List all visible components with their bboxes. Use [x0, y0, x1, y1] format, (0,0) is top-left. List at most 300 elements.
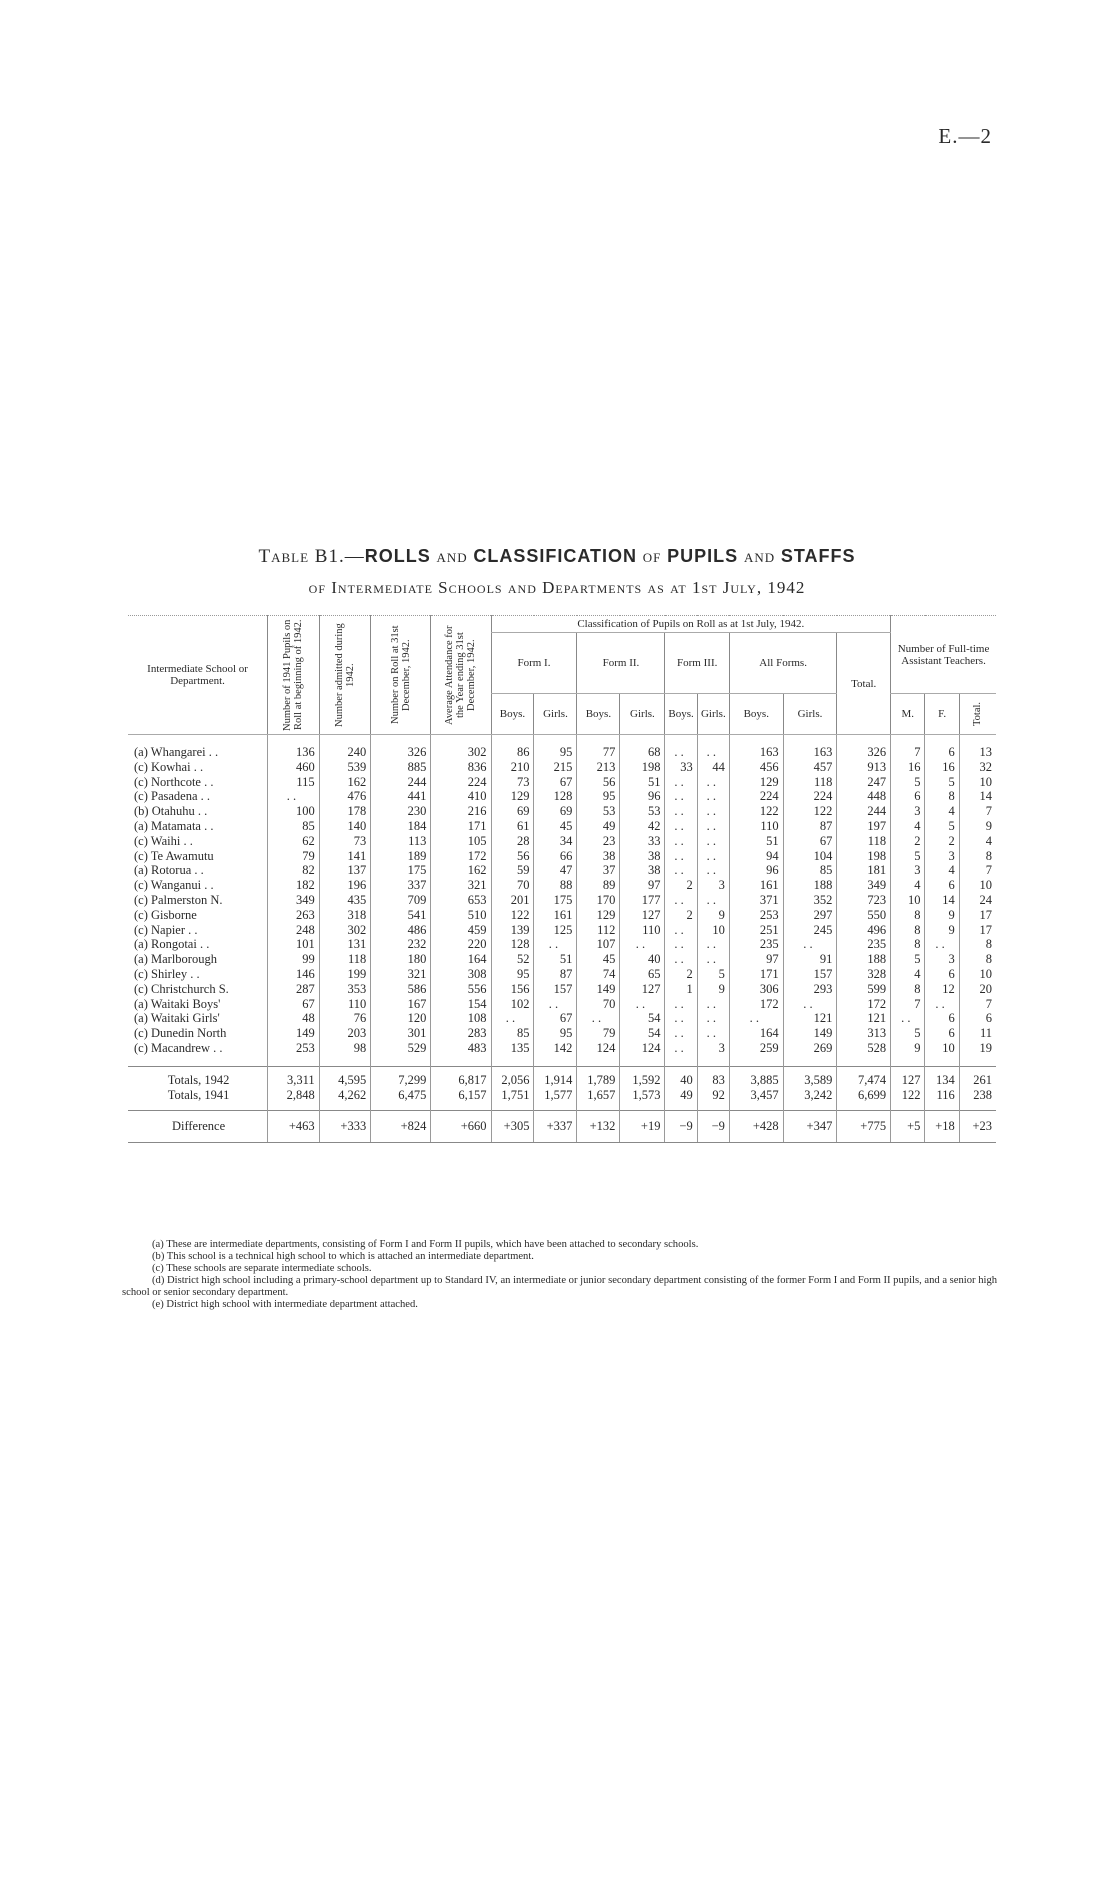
table-cell: 7,299	[371, 1066, 431, 1087]
table-cell: 5	[925, 775, 959, 790]
table-cell: . .	[665, 775, 697, 790]
table-cell: 162	[431, 863, 491, 878]
table-cell: 6	[925, 967, 959, 982]
row-label: Difference	[128, 1111, 268, 1143]
table-cell: 16	[891, 760, 925, 775]
table-cell: 599	[837, 982, 891, 997]
table-cell: 69	[534, 804, 577, 819]
table-cell: 539	[319, 760, 371, 775]
header-form-3-boys: Boys.	[665, 694, 697, 735]
table-cell: 3	[925, 849, 959, 864]
table-cell: . .	[665, 1041, 697, 1056]
header-form-2-boys: Boys.	[577, 694, 620, 735]
table-cell: 529	[371, 1041, 431, 1056]
table-cell: 13	[959, 745, 996, 760]
table-cell: 79	[577, 1026, 620, 1041]
table-cell: 67	[534, 775, 577, 790]
table-cell: 240	[319, 745, 371, 760]
table-cell: 224	[783, 789, 837, 804]
table-cell: 653	[431, 893, 491, 908]
table-cell: 7	[891, 997, 925, 1012]
table-cell: . .	[925, 997, 959, 1012]
row-label: (a) Marlborough	[134, 952, 217, 967]
table-cell: 3	[891, 863, 925, 878]
table-cell: . .	[697, 893, 729, 908]
table-cell: 213	[577, 760, 620, 775]
table-cell: 28	[491, 834, 534, 849]
row-label: (a) Rongotai . .	[134, 937, 210, 952]
table-cell: 122	[783, 804, 837, 819]
table-row	[128, 878, 996, 893]
table-cell: . .	[665, 997, 697, 1012]
table-cell: 161	[729, 878, 783, 893]
table-cell: 230	[371, 804, 431, 819]
table-cell: 110	[729, 819, 783, 834]
table-cell: 224	[729, 789, 783, 804]
table-cell: 201	[491, 893, 534, 908]
table-cell: 261	[959, 1066, 996, 1087]
table-cell: 199	[319, 967, 371, 982]
table-row	[128, 745, 996, 760]
table-row	[128, 834, 996, 849]
table-cell: 253	[729, 908, 783, 923]
table-cell: . .	[697, 819, 729, 834]
table-cell: . .	[665, 893, 697, 908]
table-cell: 248	[268, 923, 320, 938]
table-cell: 122	[491, 908, 534, 923]
totals-1941-row	[128, 1088, 996, 1111]
table-cell: +18	[925, 1111, 959, 1143]
table-cell: 118	[783, 775, 837, 790]
table-cell: 486	[371, 923, 431, 938]
table-cell: . .	[697, 849, 729, 864]
table-cell: . .	[268, 789, 320, 804]
table-cell: 45	[577, 952, 620, 967]
table-cell: 259	[729, 1041, 783, 1056]
table-cell: 3,885	[729, 1066, 783, 1087]
table-cell: +824	[371, 1111, 431, 1143]
table-cell: 73	[319, 834, 371, 849]
table-cell: 885	[371, 760, 431, 775]
table-row	[128, 863, 996, 878]
table-cell: 182	[268, 878, 320, 893]
table-cell: 131	[319, 937, 371, 952]
table-row	[128, 967, 996, 982]
table-cell: −9	[697, 1111, 729, 1143]
table-cell: 5	[891, 1026, 925, 1041]
table-cell: 293	[783, 982, 837, 997]
table-cell: . .	[697, 789, 729, 804]
table-cell: 9	[959, 819, 996, 834]
table-cell: 96	[729, 863, 783, 878]
table-cell: 95	[577, 789, 620, 804]
table-cell: 8	[891, 923, 925, 938]
table-cell: 10	[891, 893, 925, 908]
table-cell: 14	[925, 893, 959, 908]
table-cell: 7	[891, 745, 925, 760]
table-cell: 9	[697, 908, 729, 923]
table-cell: 7	[959, 997, 996, 1012]
table-cell: 215	[534, 760, 577, 775]
table-cell: 836	[431, 760, 491, 775]
table-cell: 6	[925, 878, 959, 893]
table-cell: 67	[268, 997, 320, 1012]
table-cell: 115	[268, 775, 320, 790]
table-cell: 70	[577, 997, 620, 1012]
table-cell: 448	[837, 789, 891, 804]
table-cell: 349	[268, 893, 320, 908]
table-cell: 141	[319, 849, 371, 864]
table-cell: 3	[697, 1041, 729, 1056]
table-row	[128, 849, 996, 864]
table-row	[128, 804, 996, 819]
table-cell: 87	[534, 967, 577, 982]
table-cell: 6,157	[431, 1088, 491, 1111]
table-cell: 104	[783, 849, 837, 864]
table-cell: 16	[925, 760, 959, 775]
table-cell: 128	[534, 789, 577, 804]
table-cell: 54	[620, 1011, 665, 1026]
table-cell: 476	[319, 789, 371, 804]
table-cell: 283	[431, 1026, 491, 1041]
table-cell: 1,592	[620, 1066, 665, 1087]
table-row	[128, 982, 996, 997]
table-cell: 251	[729, 923, 783, 938]
table-cell: 349	[837, 878, 891, 893]
table-cell: 129	[729, 775, 783, 790]
table-cell: 8	[891, 937, 925, 952]
table-cell: 247	[837, 775, 891, 790]
table-cell: +132	[577, 1111, 620, 1143]
table-cell: 352	[783, 893, 837, 908]
table-row	[128, 775, 996, 790]
table-cell: 5	[891, 952, 925, 967]
table-cell: . .	[783, 997, 837, 1012]
table-cell: 11	[959, 1026, 996, 1041]
table-cell: 556	[431, 982, 491, 997]
table-row	[128, 1011, 996, 1026]
row-label: (c) Northcote . .	[134, 774, 214, 789]
table-cell: +660	[431, 1111, 491, 1143]
table-cell: 67	[783, 834, 837, 849]
header-roll-1941: Number of 1941 Pupils on Roll at beginning of 1942.	[268, 616, 320, 735]
table-subtitle: of Intermediate Schools and Departments as at 1st July, 1942	[308, 578, 806, 597]
table-cell: 232	[371, 937, 431, 952]
table-cell: 85	[491, 1026, 534, 1041]
table-row	[128, 893, 996, 908]
table-cell: . .	[665, 863, 697, 878]
table-cell: 49	[665, 1088, 697, 1111]
table-cell: 129	[577, 908, 620, 923]
table-cell: 24	[959, 893, 996, 908]
row-label: (b) Otahuhu . .	[134, 804, 208, 819]
table-cell: 235	[729, 937, 783, 952]
row-label: (a) Matamata . .	[134, 818, 214, 833]
table-cell: 1,751	[491, 1088, 534, 1111]
table-cell: 3,242	[783, 1088, 837, 1111]
header-form-3-girls: Girls.	[697, 694, 729, 735]
row-label: (c) Palmerston N.	[134, 892, 223, 907]
table-cell: +333	[319, 1111, 371, 1143]
table-cell: 79	[268, 849, 320, 864]
table-cell: 8	[891, 908, 925, 923]
table-row	[128, 937, 996, 952]
table-cell: 4	[891, 967, 925, 982]
header-teachers-total: Total.	[959, 694, 996, 735]
table-cell: 1,914	[534, 1066, 577, 1087]
table-cell: . .	[697, 834, 729, 849]
header-roll-december: Number on Roll at 31st December, 1942.	[371, 616, 431, 735]
table-cell: +305	[491, 1111, 534, 1143]
table-cell: 38	[577, 849, 620, 864]
table-cell: 49	[577, 819, 620, 834]
table-cell: 1,657	[577, 1088, 620, 1111]
table-cell: 19	[959, 1041, 996, 1056]
table-cell: 2,848	[268, 1088, 320, 1111]
table-cell: 96	[620, 789, 665, 804]
table-cell: 6,817	[431, 1066, 491, 1087]
row-label: (c) Pasadena . .	[134, 789, 211, 804]
table-cell: 110	[319, 997, 371, 1012]
header-form-2-girls: Girls.	[620, 694, 665, 735]
table-cell: 87	[783, 819, 837, 834]
table-cell: 48	[268, 1011, 320, 1026]
table-cell: 51	[729, 834, 783, 849]
table-cell: 7	[959, 863, 996, 878]
table-cell: 196	[319, 878, 371, 893]
table-cell: 149	[783, 1026, 837, 1041]
table-cell: 210	[491, 760, 534, 775]
table-cell: 318	[319, 908, 371, 923]
row-label: (c) Wanganui . .	[134, 878, 214, 893]
table-cell: 62	[268, 834, 320, 849]
table-cell: 51	[620, 775, 665, 790]
table-cell: 105	[431, 834, 491, 849]
table-title	[0, 546, 1114, 568]
table-cell: 51	[534, 952, 577, 967]
title-rolls: ROLLS	[364, 546, 431, 566]
table-cell: 124	[620, 1041, 665, 1056]
table-cell: . .	[577, 1011, 620, 1026]
table-cell: 263	[268, 908, 320, 923]
table-cell: 180	[371, 952, 431, 967]
table-cell: 189	[371, 849, 431, 864]
table-cell: 198	[620, 760, 665, 775]
page-number: E.—2	[938, 124, 992, 148]
table-cell: 61	[491, 819, 534, 834]
header-classification: Classification of Pupils on Roll as at 1st July, 1942.	[491, 616, 891, 633]
table-cell: 10	[697, 923, 729, 938]
table-cell: 253	[268, 1041, 320, 1056]
table-cell: 1,573	[620, 1088, 665, 1111]
table-cell: 3	[925, 952, 959, 967]
table-cell: 45	[534, 819, 577, 834]
table-cell: 44	[697, 760, 729, 775]
table-cell: 137	[319, 863, 371, 878]
table-cell: 33	[665, 760, 697, 775]
footnote-a: (a) These are intermediate departments, consisting of Form I and Form II pupils, which have been attached to secondary schools.	[152, 1239, 699, 1250]
title-and-1: and	[436, 546, 468, 567]
table-cell: 181	[837, 863, 891, 878]
table-cell: . .	[665, 834, 697, 849]
table-cell: 435	[319, 893, 371, 908]
table-cell: 203	[319, 1026, 371, 1041]
table-cell: 245	[783, 923, 837, 938]
table-cell: +19	[620, 1111, 665, 1143]
header-form-2: Form II.	[577, 633, 665, 694]
table-cell: 2	[665, 878, 697, 893]
table-cell: 59	[491, 863, 534, 878]
row-label: (c) Dunedin North	[134, 1026, 227, 1041]
row-label: (a) Waitaki Girls'	[134, 1011, 220, 1026]
table-cell: 95	[534, 745, 577, 760]
table-cell: 2,056	[491, 1066, 534, 1087]
table-cell: . .	[665, 952, 697, 967]
table-cell: 83	[697, 1066, 729, 1087]
table-row	[128, 1026, 996, 1041]
table-cell: +463	[268, 1111, 320, 1143]
table-cell: 156	[491, 982, 534, 997]
table-cell: 321	[431, 878, 491, 893]
table-cell: 40	[620, 952, 665, 967]
table-cell: 101	[268, 937, 320, 952]
table-cell: 122	[729, 804, 783, 819]
table-cell: 510	[431, 908, 491, 923]
row-label: (a) Waitaki Boys'	[134, 996, 221, 1011]
header-teachers-m: M.	[891, 694, 925, 735]
table-cell: 121	[837, 1011, 891, 1026]
table-cell: 457	[783, 760, 837, 775]
table-cell: 47	[534, 863, 577, 878]
table-cell: 54	[620, 1026, 665, 1041]
table-cell: 172	[837, 997, 891, 1012]
table-cell: 7,474	[837, 1066, 891, 1087]
table-cell: 244	[837, 804, 891, 819]
difference-row	[128, 1111, 996, 1143]
table-cell: 4	[925, 804, 959, 819]
table-cell: +23	[959, 1111, 996, 1143]
table-cell: 17	[959, 908, 996, 923]
table-cell: 163	[729, 745, 783, 760]
table-cell: 709	[371, 893, 431, 908]
table-cell: 112	[577, 923, 620, 938]
table-cell: 10	[959, 775, 996, 790]
table-cell: 98	[319, 1041, 371, 1056]
table-cell: 5	[697, 967, 729, 982]
table-cell: 164	[431, 952, 491, 967]
table-cell: 164	[729, 1026, 783, 1041]
table-cell: 410	[431, 789, 491, 804]
table-row	[128, 952, 996, 967]
table-cell: 10	[959, 878, 996, 893]
table-cell: 73	[491, 775, 534, 790]
table-cell: . .	[534, 937, 577, 952]
table-cell: 110	[620, 923, 665, 938]
table-cell: 52	[491, 952, 534, 967]
table-cell: 157	[783, 967, 837, 982]
table-cell: . .	[620, 997, 665, 1012]
table-cell: . .	[665, 789, 697, 804]
table-cell: 2	[925, 834, 959, 849]
table-cell: 65	[620, 967, 665, 982]
table-cell: 371	[729, 893, 783, 908]
table-cell: . .	[620, 937, 665, 952]
table-cell: . .	[729, 1011, 783, 1026]
table-cell: 113	[371, 834, 431, 849]
table-cell: 122	[891, 1088, 925, 1111]
table-cell: 5	[891, 849, 925, 864]
table-cell: 441	[371, 789, 431, 804]
table-cell: 184	[371, 819, 431, 834]
table-cell: 94	[729, 849, 783, 864]
table-cell: . .	[697, 775, 729, 790]
table-cell: 8	[959, 849, 996, 864]
table-cell: 12	[925, 982, 959, 997]
table-cell: 301	[371, 1026, 431, 1041]
table-cell: 102	[491, 997, 534, 1012]
table-cell: 4	[925, 863, 959, 878]
table-cell: 97	[729, 952, 783, 967]
table-cell: 88	[534, 878, 577, 893]
table-cell: . .	[697, 1011, 729, 1026]
table-cell: 118	[319, 952, 371, 967]
table-cell: 142	[534, 1041, 577, 1056]
table-cell: 456	[729, 760, 783, 775]
table-cell: 149	[577, 982, 620, 997]
table-cell: 170	[577, 893, 620, 908]
table-cell: 459	[431, 923, 491, 938]
table-cell: 107	[577, 937, 620, 952]
table-cell: 82	[268, 863, 320, 878]
table-cell: 3	[891, 804, 925, 819]
table-cell: 297	[783, 908, 837, 923]
table-cell: 124	[577, 1041, 620, 1056]
table-cell: 460	[268, 760, 320, 775]
table-cell: 306	[729, 982, 783, 997]
table-cell: 99	[268, 952, 320, 967]
spacer-row	[128, 1056, 996, 1067]
footnote-e: (e) District high school with intermediate department attached.	[152, 1299, 418, 1310]
table-cell: 38	[620, 849, 665, 864]
table-cell: 118	[837, 834, 891, 849]
table-cell: . .	[665, 937, 697, 952]
table-cell: +775	[837, 1111, 891, 1143]
table-cell: 20	[959, 982, 996, 997]
table-cell: 6	[925, 1011, 959, 1026]
table-cell: 116	[925, 1088, 959, 1111]
table-cell: 9	[925, 923, 959, 938]
table-cell: 74	[577, 967, 620, 982]
data-table-container	[128, 615, 996, 1143]
table-cell: . .	[665, 849, 697, 864]
table-cell: 4	[959, 834, 996, 849]
table-cell: . .	[925, 937, 959, 952]
table-cell: 528	[837, 1041, 891, 1056]
row-label: (c) Waihi . .	[134, 833, 193, 848]
table-cell: 9	[697, 982, 729, 997]
table-cell: 550	[837, 908, 891, 923]
table-cell: 6,699	[837, 1088, 891, 1111]
table-cell: . .	[665, 1011, 697, 1026]
header-form-1-boys: Boys.	[491, 694, 534, 735]
row-label: (a) Whangarei . .	[134, 745, 219, 759]
table-cell: 3	[697, 878, 729, 893]
table-cell: 177	[620, 893, 665, 908]
table-cell: 326	[371, 745, 431, 760]
table-cell: 14	[959, 789, 996, 804]
table-cell: +428	[729, 1111, 783, 1143]
table-cell: 129	[491, 789, 534, 804]
